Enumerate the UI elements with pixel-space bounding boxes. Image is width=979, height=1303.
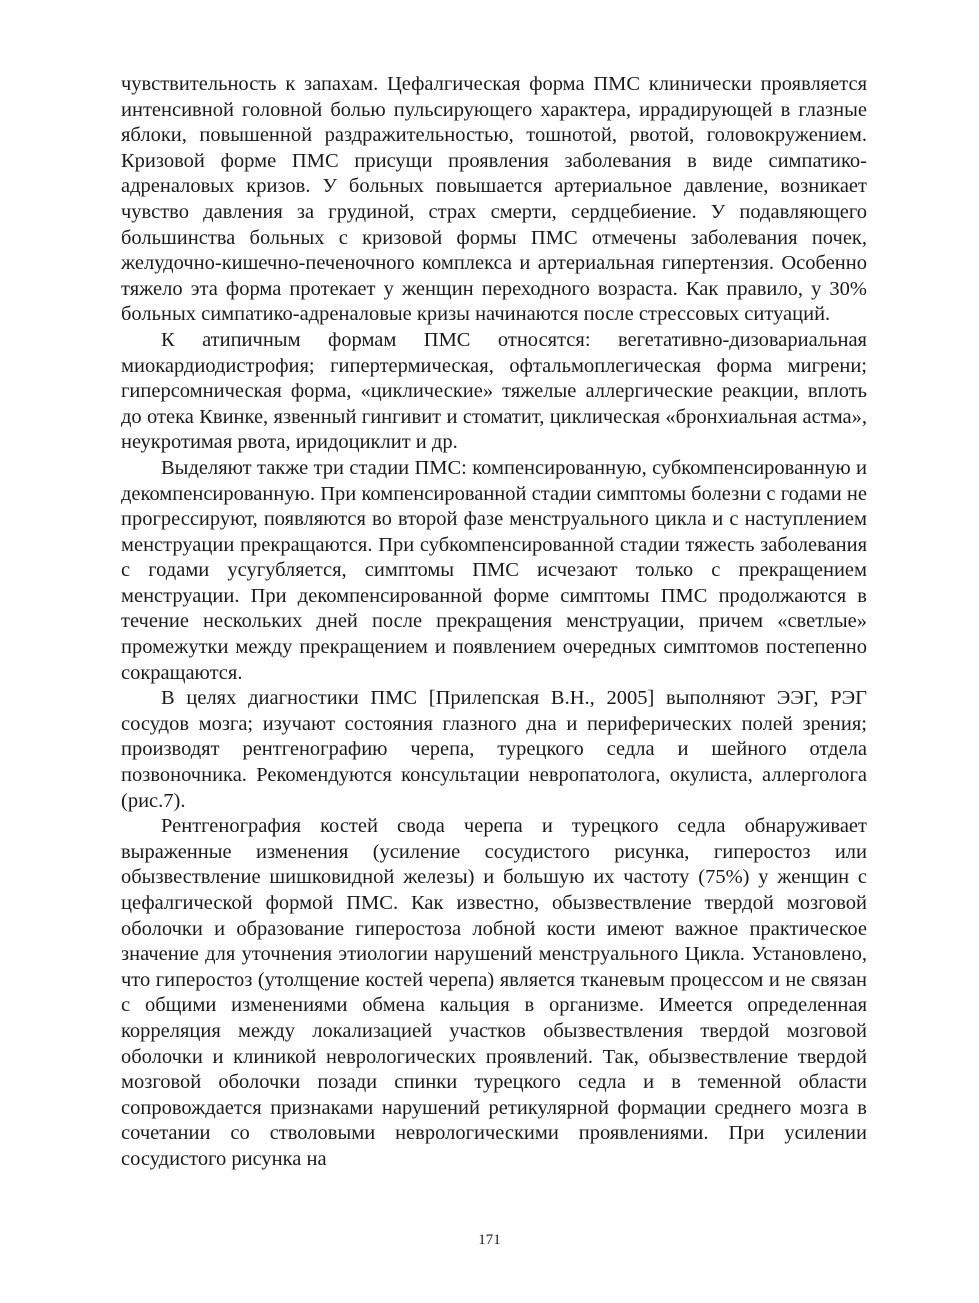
page-number: 171 bbox=[478, 1232, 501, 1248]
paragraph-3: Выделяют также три стадии ПМС: компенсированную, субкомпенсированную и декомпенсированную. При компенсированной стадии симптомы болезни с годами не прогрессируют, появляются во второй фазе менструального цикла и с наступлением менструации прекращаются. При субкомпенсированной стадии тяжесть заболевания с годами усугубляется, симптомы ПМС исчезают только с прекращением менструации. При декомпенсированной форме симптомы ПМС продолжаются в течение нескольких дней после прекращения менструации, причем «светлые» промежутки между прекращением и появлением очередных симптомов постепенно сокращаются. bbox=[121, 456, 867, 684]
page-body bbox=[121, 72, 867, 1173]
paragraph-2: К атипичным формам ПМС относятся: вегетативно-дизовариальная миокардиодистрофия; гипертермическая, офтальмоплегическая форма мигрени; гиперсомническая форма, «циклические» тяжелые аллергические реакции, вплоть до отека Квинке, язвенный гингивит и стоматит, циклическая «бронхиальная астма», неукротимая рвота, иридоциклит и др. bbox=[121, 328, 867, 454]
paragraph-1: чувствительность к запахам. Цефалгическая форма ПМС клинически проявляется интенсивной головной болью пульсирующего характера, иррадирующей в глазные яблоки, повышенной раздражительностью, тошнотой, рвотой, головокружением. Кризовой форме ПМС присущи проявления заболевания в виде симпатико-адреналовых кризов. У больных повышается артериальное давление, возникает чувство давления за грудиной, страх смерти, сердцебиение. У подавляющего большинства больных с кризовой формы ПМС отмечены заболевания почек, желудочно-кишечно-печеночного комплекса и артериальная гипертензия. Особенно тяжело эта форма протекает у женщин переходного возраста. Как правило, у 30% больных симпатико-адреналовые кризы начинаются после стрессовых ситуаций. bbox=[121, 73, 867, 326]
paragraph-4: В целях диагностики ПМС [Прилепская В.Н., 2005] выполняют ЭЭГ, РЭГ сосудов мозга; изучают состояния глазного дна и периферических полей зрения; производят рентгенографию черепа, турецкого седла и шейного отдела позвоночника. Рекомендуются консультации невропатолога, окулиста, аллерголога (рис.7). bbox=[121, 687, 867, 812]
paragraph-5: Рентгенография костей свода черепа и турецкого седла обнаруживает выраженные изменения (усиление сосудистого рисунка, гиперостоз или обызвествление шишковидной железы) и большую их частоту (75%) у женщин с цефалгической формой ПМС. Как известно, обызвествление твердой мозговой оболочки и образование гиперостоза лобной кости имеют важное практическое значение для уточнения этиологии нарушений менструального Цикла. Установлено, что гиперостоз (утолщение костей черепа) является тканевым процессом и не связан с общими изменениями обмена кальция в организме. Имеется определенная корреляция между локализацией участков обызвествления твердой мозговой оболочки и клиникой неврологических проявлений. Так, обызвествление твердой мозговой оболочки позади спинки турецкого седла и в теменной области сопровождается признаками нарушений ретикулярной формации среднего мозга в сочетании со стволовыми неврологическими проявлениями. При усилении сосудистого рисунка на bbox=[121, 815, 867, 1170]
